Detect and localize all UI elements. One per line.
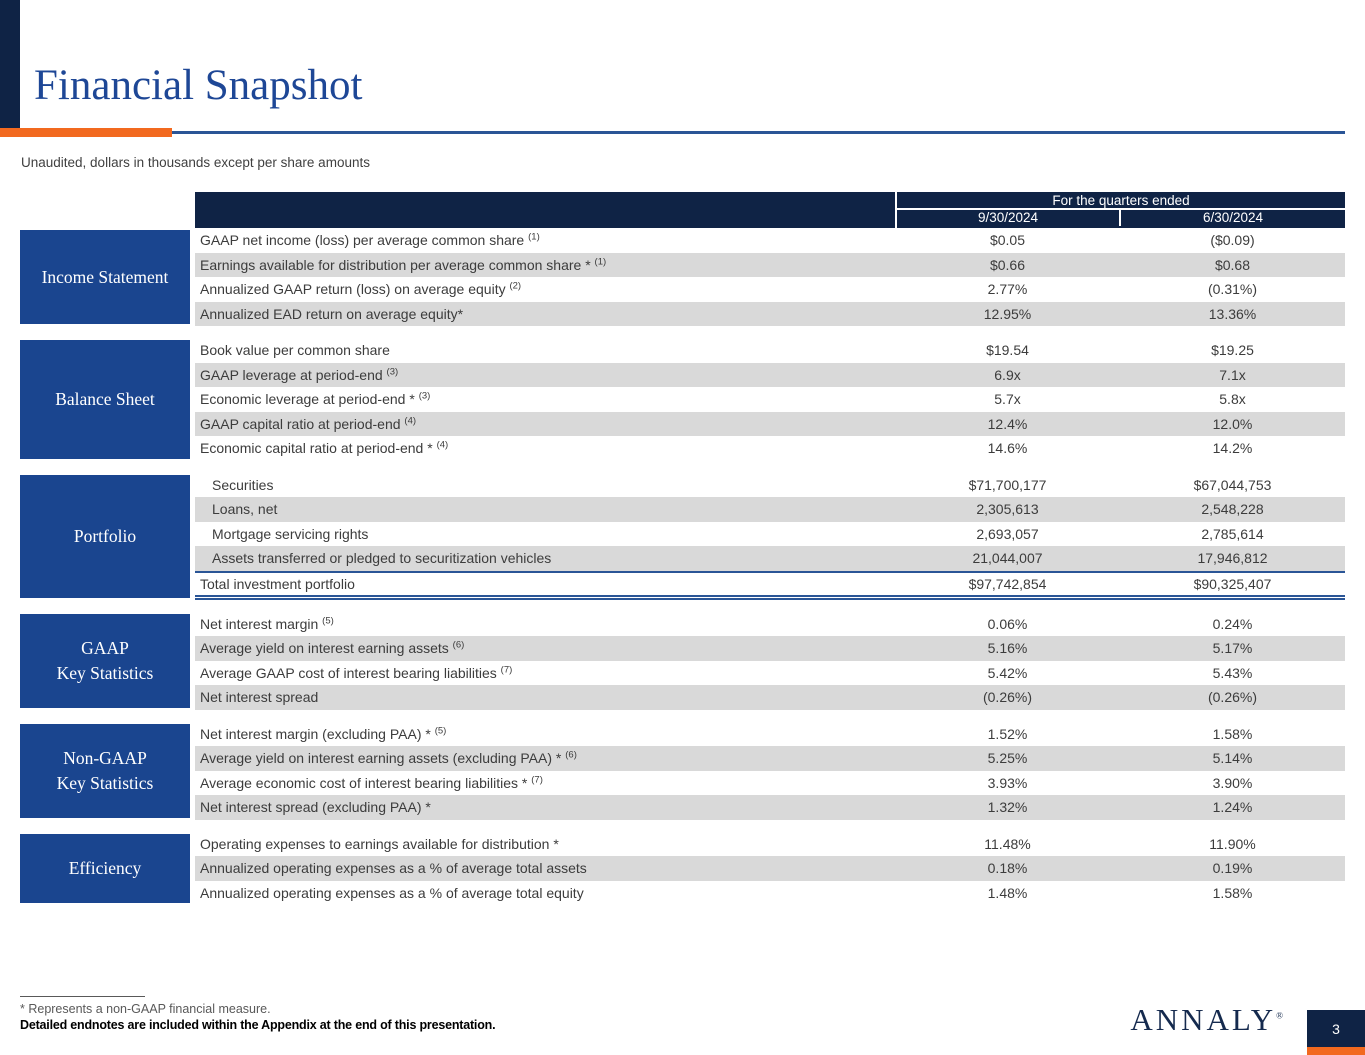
table-row bbox=[195, 412, 1345, 437]
footnote-endnotes: Detailed endnotes are included within the Appendix at the end of this presentation. bbox=[20, 1018, 496, 1032]
row-value-q2: $67,044,753 bbox=[1193, 476, 1272, 493]
row-label: Securities bbox=[212, 476, 274, 493]
row-value-q3: 6.9x bbox=[994, 366, 1021, 383]
section-non-gaap-key-statistics bbox=[20, 722, 1345, 820]
row-value-q3: 11.48% bbox=[984, 835, 1031, 852]
table-row bbox=[195, 636, 1345, 661]
row-value-q3: $97,742,854 bbox=[968, 575, 1047, 592]
row-value-q2: 1.24% bbox=[1212, 799, 1253, 816]
footnote-non-gaap: * Represents a non-GAAP financial measure. bbox=[20, 1002, 271, 1016]
row-label: Mortgage servicing rights bbox=[212, 525, 369, 542]
row-label: GAAP net income (loss) per average common share $^{(1)}$ bbox=[200, 231, 540, 249]
row-value-q2: 14.2% bbox=[1212, 440, 1253, 457]
table-row bbox=[195, 253, 1345, 278]
page-number-orange-strip bbox=[1307, 1047, 1365, 1055]
row-label: Annualized EAD return on average equity* bbox=[200, 305, 464, 322]
row-value-q3: 5.7x bbox=[994, 391, 1021, 408]
category-label-line: Key Statistics bbox=[56, 772, 154, 793]
row-label: Net interest spread (excluding PAA) * bbox=[200, 799, 431, 816]
footnote-reference: (4) bbox=[436, 439, 449, 451]
row-label: Annualized GAAP return (loss) on average equity $^{(2)}$ bbox=[200, 280, 522, 298]
category-label-non-gaap-key-statistics bbox=[20, 724, 190, 818]
table-row bbox=[195, 228, 1345, 253]
row-value-q2: 2,785,614 bbox=[1201, 525, 1264, 542]
row-value-q3: 5.16% bbox=[987, 640, 1028, 657]
row-value-q2: 2,548,228 bbox=[1201, 501, 1264, 518]
row-label: Annualized operating expenses as a % of average total assets bbox=[200, 860, 587, 877]
row-value-q2: 5.14% bbox=[1212, 750, 1253, 767]
category-label-line: Balance Sheet bbox=[55, 389, 155, 409]
column-header-q2: 6/30/2024 bbox=[1202, 210, 1264, 225]
row-label: Total investment portfolio bbox=[200, 575, 355, 592]
table-row bbox=[195, 795, 1345, 820]
table-row bbox=[195, 571, 1345, 600]
row-value-q3: $71,700,177 bbox=[968, 476, 1047, 493]
table-row bbox=[195, 685, 1345, 710]
table-row bbox=[195, 277, 1345, 302]
row-label: Book value per common share bbox=[200, 342, 390, 359]
footnote-reference: (7) bbox=[531, 774, 543, 786]
row-label: Assets transferred or pledged to securitization vehicles bbox=[212, 550, 552, 567]
row-value-q3: 14.6% bbox=[987, 440, 1028, 457]
table-row bbox=[195, 363, 1345, 388]
row-label: Operating expenses to earnings available for distribution * bbox=[200, 835, 559, 852]
table-row bbox=[195, 612, 1345, 637]
category-label-income-statement bbox=[20, 230, 190, 324]
table-row bbox=[195, 497, 1345, 522]
page-number-box bbox=[1307, 1010, 1365, 1055]
row-label: Earnings available for distribution per average common share * $^{(1)}$ bbox=[200, 256, 607, 273]
footnote-reference: (7) bbox=[500, 664, 513, 676]
page-title: Financial Snapshot bbox=[34, 62, 363, 109]
row-value-q3: $19.54 bbox=[986, 342, 1029, 359]
row-value-q3: 2,305,613 bbox=[976, 501, 1039, 518]
section-rows bbox=[195, 722, 1345, 820]
row-value-q3: 1.52% bbox=[987, 725, 1028, 742]
row-value-q3: 2,693,057 bbox=[976, 525, 1039, 542]
row-value-q3: 5.42% bbox=[987, 664, 1028, 681]
section-efficiency bbox=[20, 832, 1345, 906]
table-header-band bbox=[195, 192, 1345, 228]
row-label: Net interest margin $^{(5)}$ bbox=[200, 615, 334, 632]
row-value-q3: 12.4% bbox=[987, 415, 1028, 432]
category-label-efficiency bbox=[20, 834, 190, 904]
row-value-q2: 3.90% bbox=[1212, 774, 1253, 791]
footnote-reference: (6) bbox=[452, 639, 465, 651]
footnote-reference: (3) bbox=[386, 366, 399, 378]
footnote-reference: (5) bbox=[434, 725, 447, 737]
category-label-balance-sheet bbox=[20, 340, 190, 459]
table-row bbox=[195, 746, 1345, 771]
category-label-portfolio bbox=[20, 475, 190, 598]
row-value-q3: 3.93% bbox=[987, 774, 1028, 791]
row-value-q2: 1.58% bbox=[1212, 725, 1253, 742]
row-label: Average yield on interest earning assets $^{(6)}$ bbox=[200, 639, 465, 657]
row-value-q2: 5.17% bbox=[1212, 640, 1253, 657]
row-value-q2: $90,325,407 bbox=[1193, 575, 1272, 592]
footnote-reference: (1) bbox=[594, 256, 607, 268]
row-value-q2: (0.26%) bbox=[1207, 689, 1258, 706]
footnote-reference: (2) bbox=[509, 280, 522, 292]
table-row bbox=[195, 473, 1345, 498]
table-row bbox=[195, 661, 1345, 686]
subtitle: Unaudited, dollars in thousands except per share amounts bbox=[21, 155, 370, 170]
table-row bbox=[195, 387, 1345, 412]
row-value-q2: 0.19% bbox=[1212, 860, 1253, 877]
section-income-statement bbox=[20, 228, 1345, 326]
row-value-q3: 21,044,007 bbox=[972, 550, 1043, 567]
row-label: Economic capital ratio at period-end * $^{(4)}$ bbox=[200, 439, 449, 457]
date-header-row bbox=[897, 210, 1345, 226]
registered-mark: ® bbox=[1276, 1010, 1283, 1021]
section-rows bbox=[195, 832, 1345, 906]
row-value-q2: $19.25 bbox=[1211, 342, 1254, 359]
quarters-header-title: For the quarters ended bbox=[897, 192, 1345, 210]
row-value-q3: 0.06% bbox=[987, 615, 1028, 632]
category-label-line: GAAP bbox=[81, 638, 129, 658]
row-value-q3: 0.18% bbox=[987, 860, 1028, 877]
row-value-q2: 1.58% bbox=[1212, 884, 1253, 901]
row-value-q3: 5.25% bbox=[987, 750, 1028, 767]
row-value-q2: 12.0% bbox=[1212, 415, 1253, 432]
table-row bbox=[195, 771, 1345, 796]
section-rows bbox=[195, 473, 1345, 600]
row-label: Loans, net bbox=[212, 501, 278, 518]
column-header-q3: 9/30/2024 bbox=[897, 210, 1121, 226]
row-value-q2: 5.43% bbox=[1212, 664, 1253, 681]
page-number: 3 bbox=[1307, 1010, 1365, 1047]
row-label: Net interest spread bbox=[200, 689, 319, 706]
row-label: Average GAAP cost of interest bearing liabilities $^{(7)}$ bbox=[200, 664, 513, 681]
row-value-q2: 17,946,812 bbox=[1197, 550, 1268, 567]
table-row bbox=[195, 856, 1345, 881]
section-rows bbox=[195, 612, 1345, 710]
row-label: Economic leverage at period-end * $^{(3)}$ bbox=[200, 390, 431, 408]
category-label-gaap-key-statistics bbox=[20, 614, 190, 708]
row-value-q3: $0.66 bbox=[989, 256, 1026, 273]
annaly-logo bbox=[1130, 1002, 1283, 1038]
table-row bbox=[195, 338, 1345, 363]
section-rows bbox=[195, 228, 1345, 326]
quarters-header-block bbox=[895, 192, 1345, 228]
row-label: Net interest margin (excluding PAA) * $^{(5)}$ bbox=[200, 725, 447, 742]
footnote-reference: (3) bbox=[418, 390, 431, 402]
table-row bbox=[195, 436, 1345, 461]
row-label: GAAP capital ratio at period-end $^{(4)}$ bbox=[200, 415, 417, 432]
table-row bbox=[195, 832, 1345, 857]
row-label: GAAP leverage at period-end $^{(3)}$ bbox=[200, 366, 399, 383]
category-label-line: Portfolio bbox=[73, 525, 137, 546]
row-value-q2: (0.31%) bbox=[1207, 281, 1258, 298]
logo-text: ANNALY bbox=[1130, 1002, 1277, 1037]
footnote-divider bbox=[20, 996, 145, 997]
row-value-q3: (0.26%) bbox=[982, 689, 1033, 706]
row-value-q2: ($0.09) bbox=[1210, 232, 1255, 249]
slide-accent-bar bbox=[0, 0, 20, 129]
section-gaap-key-statistics bbox=[20, 612, 1345, 710]
footnote-reference: (4) bbox=[404, 415, 417, 427]
section-balance-sheet bbox=[20, 338, 1345, 461]
category-label-line: Income Statement bbox=[41, 266, 169, 287]
row-label: Annualized operating expenses as a % of average total equity bbox=[200, 884, 584, 901]
title-orange-underline bbox=[0, 128, 172, 137]
table-row bbox=[195, 522, 1345, 547]
category-label-line: Efficiency bbox=[68, 858, 142, 878]
section-rows bbox=[195, 338, 1345, 461]
table-row bbox=[195, 546, 1345, 571]
row-value-q2: 0.24% bbox=[1212, 615, 1253, 632]
footnote-reference: (5) bbox=[322, 615, 334, 627]
row-value-q2: $0.68 bbox=[1214, 256, 1251, 273]
row-value-q3: $0.05 bbox=[989, 232, 1026, 249]
row-value-q3: 1.48% bbox=[987, 884, 1028, 901]
row-value-q2: 5.8x bbox=[1219, 391, 1246, 408]
title-blue-rule bbox=[172, 131, 1345, 134]
category-label-line: Key Statistics bbox=[56, 662, 154, 683]
table-row bbox=[195, 722, 1345, 747]
row-label: Average economic cost of interest bearing liabilities * $^{(7)}$ bbox=[200, 774, 543, 791]
table-row bbox=[195, 302, 1345, 327]
row-value-q3: 1.32% bbox=[987, 799, 1028, 816]
row-value-q2: 11.90% bbox=[1209, 835, 1256, 852]
footnote-reference: (6) bbox=[565, 749, 577, 761]
row-value-q2: 7.1x bbox=[1219, 366, 1246, 383]
section-portfolio bbox=[20, 473, 1345, 600]
row-value-q2: 13.36% bbox=[1208, 305, 1257, 322]
row-value-q3: 12.95% bbox=[983, 305, 1032, 322]
row-label: Average yield on interest earning assets (excluding PAA) * $^{(6)}$ bbox=[200, 749, 577, 767]
row-value-q3: 2.77% bbox=[987, 281, 1028, 298]
financial-table bbox=[20, 228, 1345, 905]
table-row bbox=[195, 881, 1345, 906]
footnote-reference: (1) bbox=[528, 231, 540, 243]
category-label-line: Non-GAAP bbox=[63, 748, 147, 768]
